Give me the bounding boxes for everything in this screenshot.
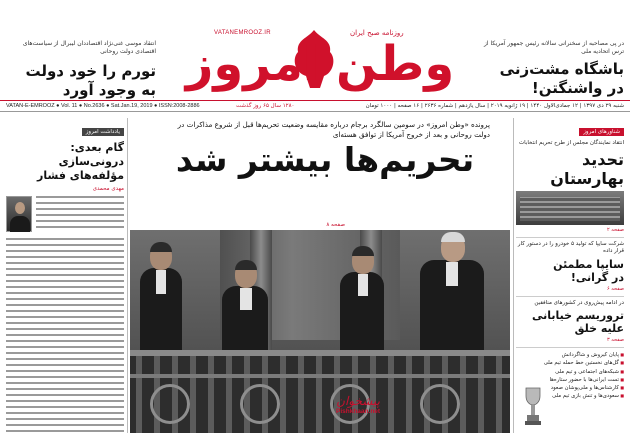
- left-promo-headline-2: به وجود آورد: [62, 81, 156, 99]
- right-column: [516, 118, 624, 433]
- lead-headline: تحریم‌ها بیشتر شد: [175, 140, 475, 179]
- list-item[interactable]: ■ پایان کیروش و شاگردانش: [516, 351, 624, 359]
- story-3[interactable]: [516, 300, 624, 344]
- story-2-headline-2: در گرانی!: [570, 270, 624, 284]
- lead-page-ref: صفحه ۸: [326, 222, 345, 228]
- logo-subtitle: روزنامه صبح ایران: [350, 29, 404, 37]
- right-promo-headline-1: باشگاه مشت‌زنی: [499, 60, 624, 78]
- dateline-persian: شنبه ۲۹ دی ۱۳۹۷ | ۱۲ جمادی‌الاول ۱۴۴۰ | ۱۹ ژانویه ۲۰۱۹ | سال یازدهم | شماره ۲۶۳۶ | ۱۶ صفحه | ۱۰۰۰ تومان: [365, 103, 624, 109]
- left-column-tag: یادداشت امروز: [82, 128, 124, 136]
- list-item[interactable]: ■ گل‌های نخستین خط حمله تیم ملی: [516, 359, 624, 367]
- left-promo[interactable]: [6, 40, 156, 100]
- watermark-english: Pishkhaan.net: [336, 408, 381, 415]
- story-separator: [516, 347, 624, 348]
- left-column-editorial[interactable]: [6, 118, 124, 433]
- right-column-tag: شناورهای امروز: [579, 128, 624, 136]
- dateline-bar: [0, 100, 630, 112]
- editorial-text-lines: [36, 196, 124, 232]
- editorial-headline: گام بعدی: درونی‌سازی مؤلفه‌های فشار: [37, 141, 124, 182]
- story-2[interactable]: [516, 241, 624, 292]
- list-item[interactable]: ■ شبکه‌های اجتماعی و تیم ملی: [516, 368, 624, 376]
- logo-wordmark: وطن امروز: [185, 36, 455, 92]
- left-promo-headline-1: تورم را خود دولت: [25, 62, 156, 80]
- story-separator: [516, 237, 624, 238]
- trophy-icon: [522, 386, 544, 426]
- story-3-headline-1: تروریسم خیابانی: [532, 309, 624, 322]
- column-divider-left: [127, 118, 128, 433]
- lead-story[interactable]: [130, 118, 510, 433]
- list-item[interactable]: ■ کارشناس‌ها و ملی‌پوشان صعود: [516, 384, 624, 392]
- list-item[interactable]: ■ سعودی‌ها و تنش بازی تیم ملی: [516, 392, 624, 400]
- column-divider-right: [513, 118, 514, 433]
- story-1[interactable]: [516, 140, 624, 233]
- story-3-page: صفحه ۳: [607, 337, 624, 343]
- parliament-photo: [516, 191, 624, 225]
- logo-url: VATANEMROOZ.IR: [214, 30, 271, 36]
- story-1-kicker: انتقاد نمایندگان مجلس از طرح تحریم انتخابات: [518, 140, 624, 146]
- story-1-page: صفحه ۲: [607, 226, 624, 233]
- watermark: [336, 394, 380, 415]
- right-promo-kicker: در پی مصاحبه از سخنرانی سالانه رئیس جمهور آمریکا از ترس اتحادیه ملی: [483, 40, 624, 55]
- story-separator: [516, 296, 624, 297]
- story-1-headline: تحدید بهارستان: [550, 149, 624, 188]
- editorial-body-lines: [6, 238, 124, 433]
- story-3-headline-2: علیه خلق: [574, 322, 624, 335]
- story-2-kicker: شرکت سایپا که تولید ۵ خودرو را در دستور کار قرار داده: [517, 240, 624, 254]
- left-promo-kicker: انتقاد موسی غنی‌نژاد اقتصاددان لیبرال از سیاست‌های اقتصادی دولت روحانی: [22, 40, 156, 55]
- lead-subheadline: پرونده «وطن امروز» در سومین سالگرد برجام درباره مقایسه وضعیت تحریم‌ها قبل از شروع مذاکرات در دولت روحانی و بعد از خروج آمریکا از توافق هسته‌ای: [177, 120, 490, 139]
- story-3-kicker: در ادامه پیش‌روی در کشورهای منافقین: [534, 299, 624, 306]
- author-photo: [6, 196, 32, 232]
- watermark-persian: پیشخوان: [336, 394, 380, 408]
- editorial-byline: مهدی محمدی: [92, 186, 124, 192]
- right-promo[interactable]: [478, 40, 624, 98]
- story-2-headline-1: سایپا مطمئن: [553, 257, 624, 271]
- lead-photo: [130, 230, 510, 433]
- story-2-page: صفحه ۶: [607, 285, 624, 292]
- list-item[interactable]: ■ تست ایرانی‌ها با حضور ستاره‌ها: [516, 376, 624, 384]
- author-block: [6, 196, 124, 234]
- balcony-railing: [130, 350, 510, 433]
- right-promo-headline-2: در واشنگتن!: [531, 79, 624, 97]
- masthead: [0, 0, 630, 100]
- dateline-english: VATAN-E-EMROOZ ● Vol. 11 ● No.2636 ● Sat.Jan.19, 2019 ● ISSN:2008-2886: [6, 103, 200, 109]
- dateline-counter: ۱۲۸۰ سال ۶۵ روز گذشت: [236, 103, 295, 109]
